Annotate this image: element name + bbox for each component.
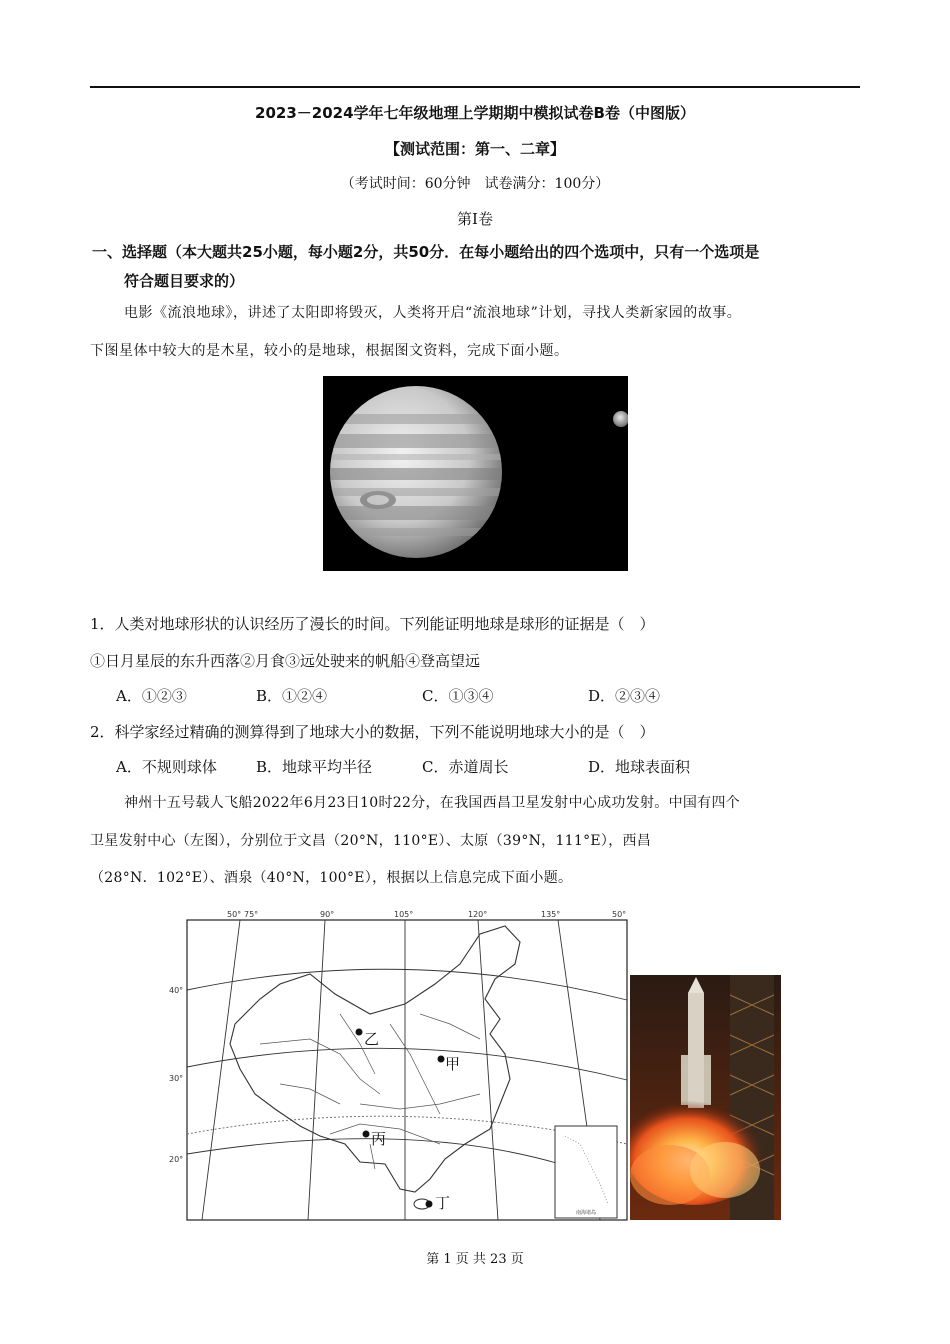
lon-label-120: 120° <box>468 910 488 919</box>
passage2-line3: （28°N．102°E）、酒泉（40°N，100°E），根据以上信息完成下面小题。 <box>90 870 573 886</box>
question2-option-c: C．赤道周长 <box>422 758 509 776</box>
exam-time-info: （考试时间：60分钟 试卷满分：100分） <box>340 176 610 192</box>
inset-label: 南海诸岛 <box>575 1210 597 1216</box>
passage2-line1: 神州十五号载人飞船2022年6月23日10时22分，在我国西昌卫星发射中心成功发射。中国有四个 <box>124 795 741 811</box>
point-bing-label: 丙 <box>371 1130 387 1148</box>
point-jia-label: 甲 <box>445 1055 461 1073</box>
lon-label-50-right: 50° <box>612 910 627 919</box>
lat-label-30: 30° <box>169 1074 184 1083</box>
question1-statements: ①日月星辰的东升西落②月食③远处驶来的帆船④登高望远 <box>90 652 481 670</box>
question1-option-a: A．①②③ <box>116 687 187 705</box>
passage1-line1: 电影《流浪地球》，讲述了太阳即将毁灭，人类将开启“流浪地球”计划，寻找人类新家园的故事。 <box>124 305 742 321</box>
passage2-line2: 卫星发射中心（左图），分别位于文昌（20°N，110°E）、太原（39°N，111°E），西昌 <box>90 833 652 849</box>
header-rule <box>90 86 860 88</box>
question1-option-c: C．①③④ <box>422 687 494 705</box>
volume-label: 第Ⅰ卷 <box>457 210 493 228</box>
question1-option-b: B．①②④ <box>256 687 328 705</box>
lon-label-90: 90° <box>320 910 335 919</box>
jupiter-earth-image <box>323 376 628 571</box>
question2-stem: 2．科学家经过精确的测算得到了地球大小的数据，下列不能说明地球大小的是（ ） <box>90 723 655 741</box>
lon-label-50: 50° <box>227 910 242 919</box>
point-yi-label: 乙 <box>364 1030 380 1048</box>
section-heading-line2: 符合题目要求的） <box>124 272 245 290</box>
exam-title: 2023－2024学年七年级地理上学期期中模拟试卷B卷（中图版） <box>255 104 695 122</box>
lon-label-135: 135° <box>541 910 561 919</box>
question2-option-d: D．地球表面积 <box>588 758 691 776</box>
rocket-launch-image <box>630 975 781 1220</box>
question2-option-a: A．不规则球体 <box>116 758 217 776</box>
question1-stem: 1．人类对地球形状的认识经历了漫长的时间。下列能证明地球是球形的证据是（ ） <box>90 615 655 633</box>
question2-option-b: B．地球平均半径 <box>256 758 373 776</box>
china-launch-center-map <box>160 904 630 1224</box>
question1-option-d: D．②③④ <box>588 687 661 705</box>
page-footer: 第 1 页 共 23 页 <box>426 1252 524 1267</box>
lon-label-75: 75° <box>244 910 259 919</box>
point-ding-label: 丁 <box>435 1194 451 1212</box>
passage1-line2: 下图星体中较大的是木星，较小的是地球，根据图文资料，完成下面小题。 <box>90 343 569 359</box>
lat-label-40: 40° <box>169 986 184 995</box>
lon-label-105: 105° <box>394 910 414 919</box>
section-heading-line1: 一、选择题（本大题共25小题，每小题2分，共50分．在每小题给出的四个选项中，只有一个选项是 <box>92 243 760 261</box>
lat-label-20: 20° <box>169 1155 184 1164</box>
test-range: 【测试范围：第一、二章】 <box>384 140 565 158</box>
